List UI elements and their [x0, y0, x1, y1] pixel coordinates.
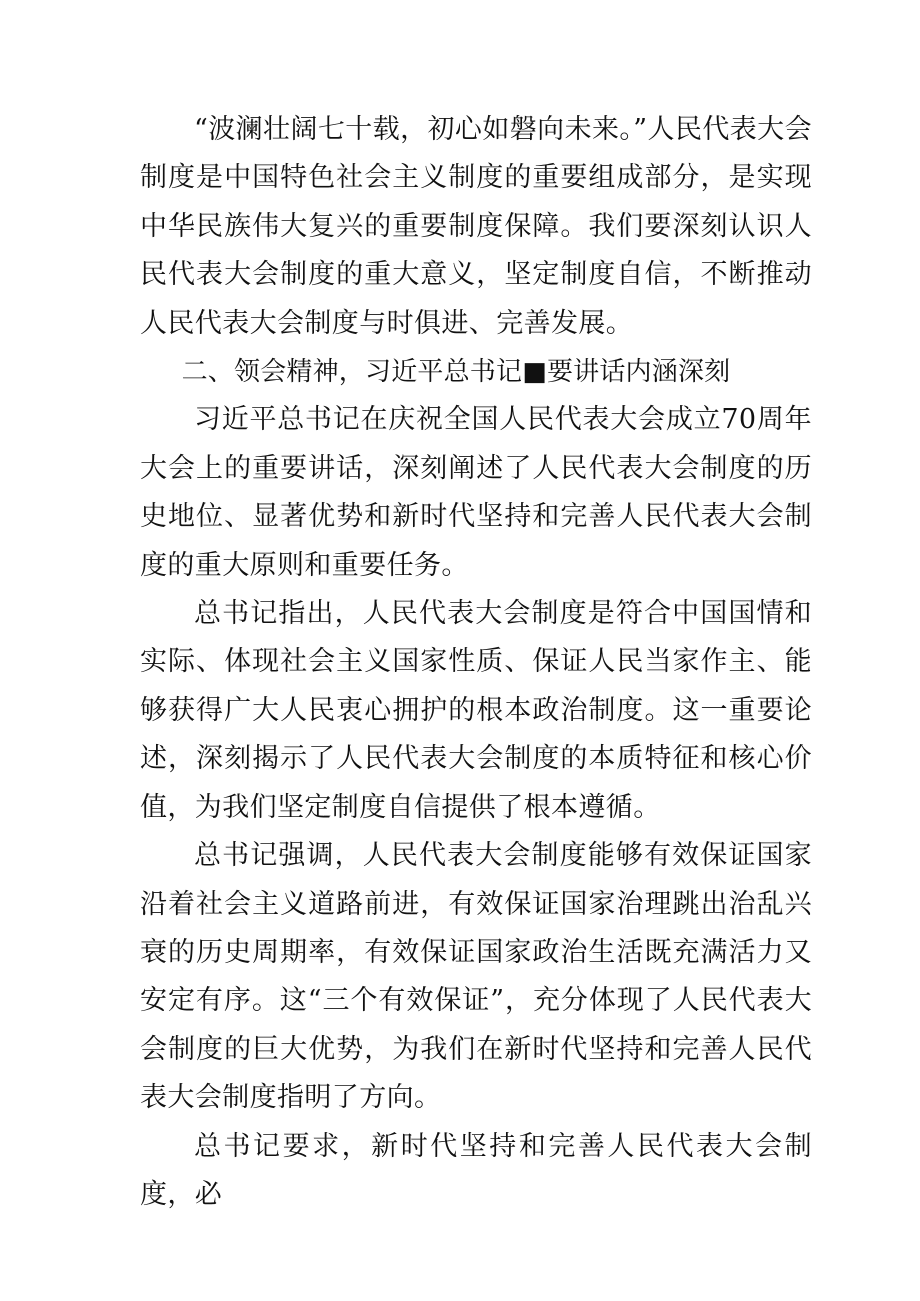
paragraph-speech-summary: 习近平总书记在庆祝全国人民代表大会成立70周年大会上的重要讲话，深刻阐述了人民代表大会制度的历史地位、显著优势和新时代坚持和完善人民代表大会制度的重大原则和重要任务。: [140, 404, 812, 581]
paragraph-pointed-out: 总书记指出，人民代表大会制度是符合中国国情和实际、体现社会主义国家性质、保证人民当家作主、能够获得广大人民衷心拥护的根本政治制度。这一重要论述，深刻揭示了人民代表大会制度的本质特征和核心价值，为我们坚定制度自信提供了根本遵循。: [140, 598, 812, 823]
paragraph-required: 总书记要求，新时代坚持和完善人民代表大会制度，必: [140, 1130, 812, 1210]
paragraph-intro: “波澜壮阔七十载，初心如磐向未来。”人民代表大会制度是中国特色社会主义制度的重要组成部分，是实现中华民族伟大复兴的重要制度保障。我们要深刻认识人民代表大会制度的重大意义，坚定制度自信，不断推动人民代表大会制度与时俱进、完善发展。: [140, 114, 812, 339]
paragraph-emphasized: 总书记强调，人民代表大会制度能够有效保证国家沿着社会主义道路前进，有效保证国家治理跳出治乱兴衰的历史周期率，有效保证国家政治生活既充满活力又安定有序。这“三个有效保证”，充分体现了人民代表大会制度的巨大优势，为我们在新时代坚持和完善人民代表大会制度指明了方向。: [140, 840, 812, 1114]
section-heading: 二、领会精神，习近平总书记■要讲话内涵深刻: [181, 357, 731, 388]
